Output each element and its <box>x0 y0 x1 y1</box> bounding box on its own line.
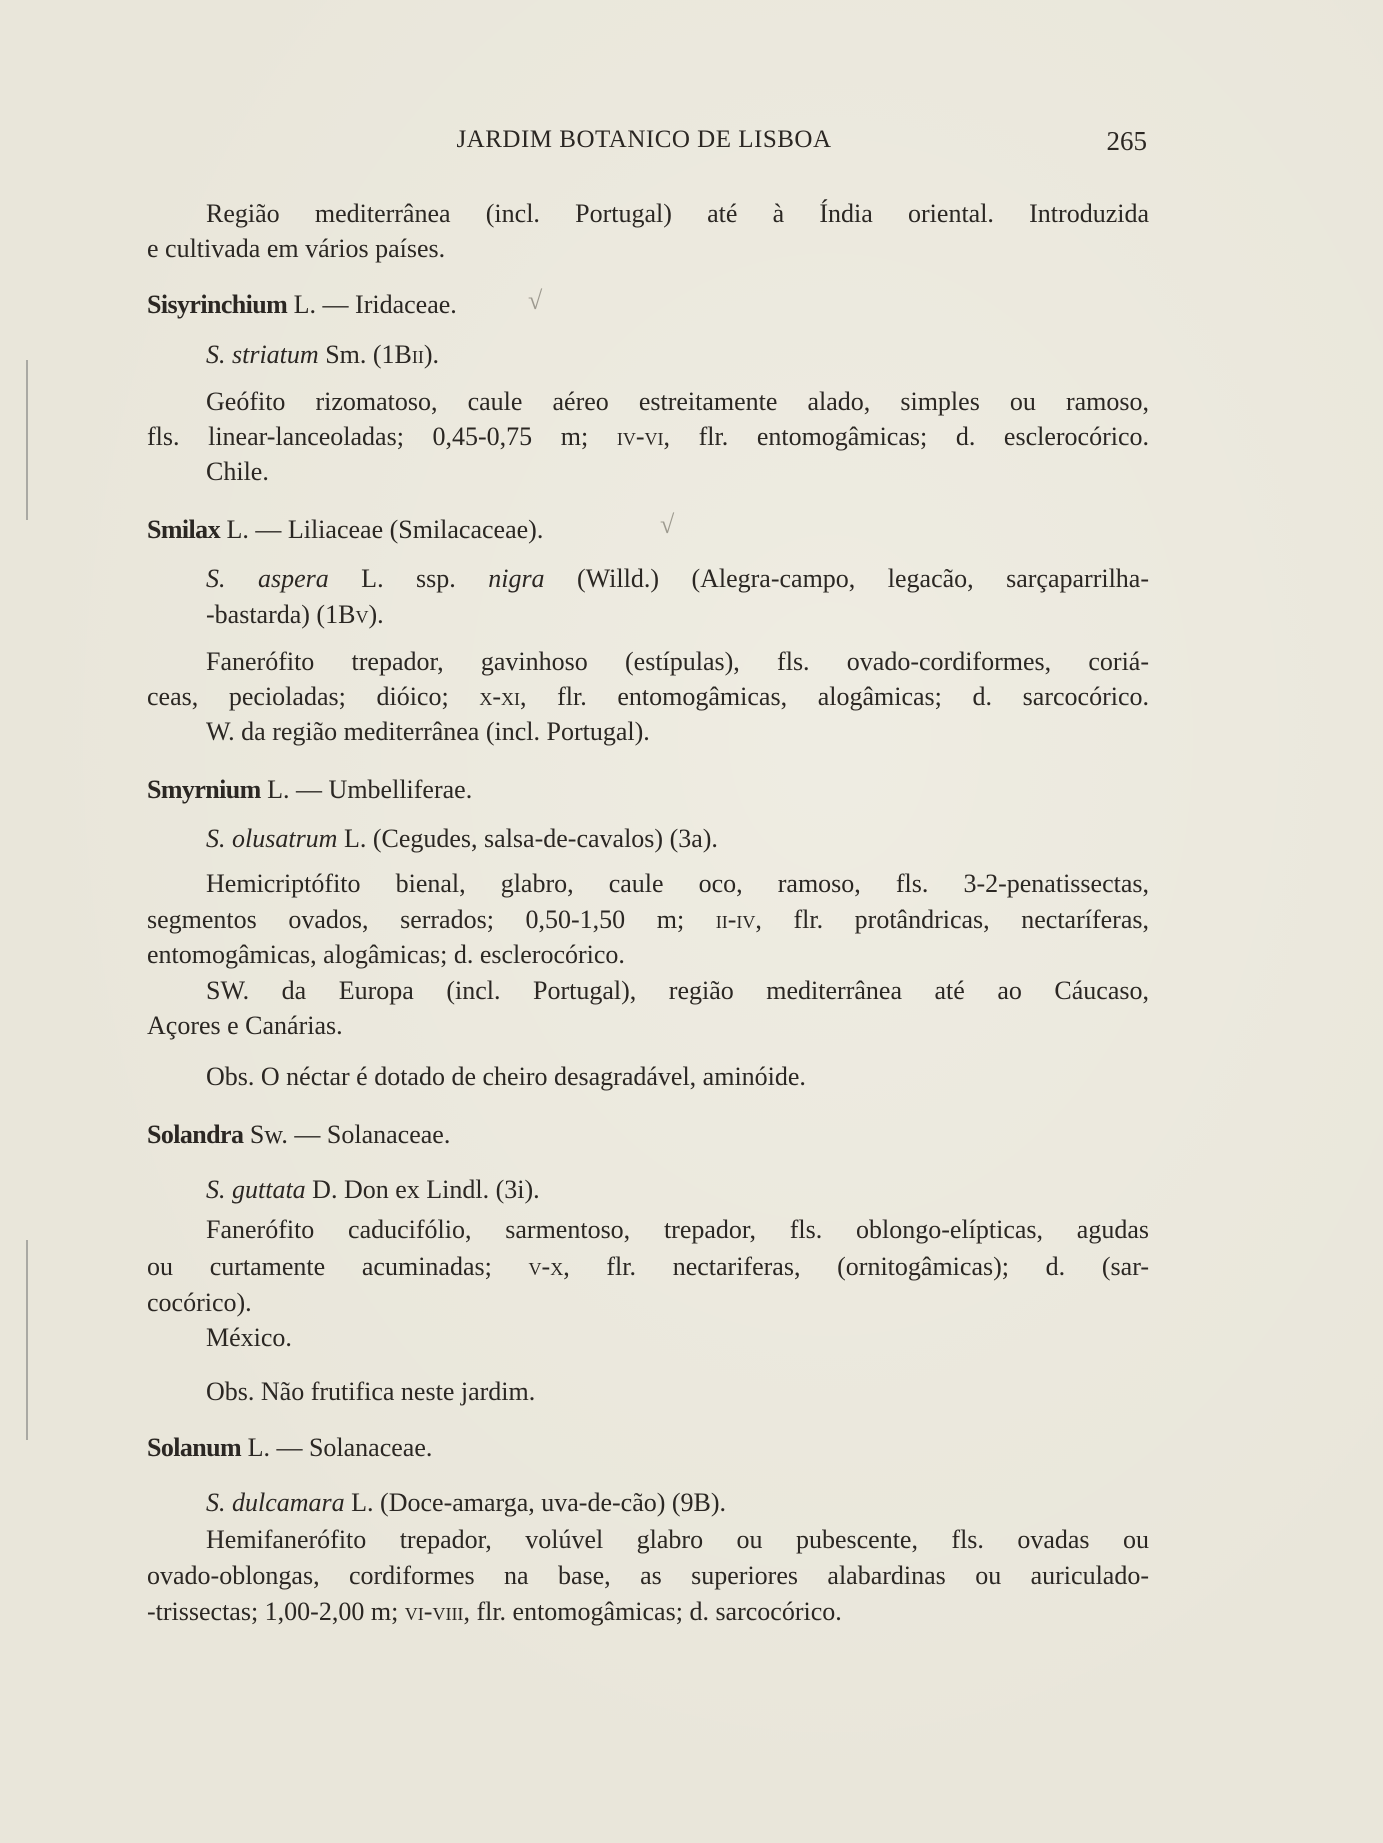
species-name: S. striatum <box>206 340 319 369</box>
species-name: S. dulcamara <box>206 1488 345 1517</box>
genus-heading: Smyrnium <box>147 775 261 804</box>
text-segment: , flr. nectariferas, (ornitogâmicas); d. (sar- <box>563 1252 1149 1281</box>
text-segment: ). <box>368 600 384 629</box>
margin-bracket-mark <box>26 360 28 520</box>
text-segment: Açores e Canárias. <box>147 1011 343 1040</box>
text-line <box>147 937 1149 973</box>
text-line <box>147 1008 1149 1044</box>
text-segment: L. (Doce-amarga, uva-de-cão) (9B). <box>344 1488 727 1517</box>
text-line <box>147 419 1149 455</box>
text-segment: L. — Iridaceae. <box>287 290 457 319</box>
text-line <box>147 196 1149 232</box>
text-line <box>147 679 1149 715</box>
flowering-months: ii <box>411 340 424 369</box>
text-segment: ovado-oblongas, cordiformes na base, as superiores alabardinas ou auriculado- <box>147 1561 1149 1590</box>
text-segment: Hemifanerófito trepador, volúvel glabro ou pubescente, fls. ovadas ou <box>206 1525 1149 1554</box>
text-line <box>147 1172 1149 1208</box>
text-line <box>147 1212 1149 1248</box>
text-line <box>147 1522 1149 1558</box>
text-line <box>147 1558 1149 1594</box>
text-line <box>147 287 1149 323</box>
text-segment: Obs. Não frutifica neste jardim. <box>206 1377 536 1406</box>
text-segment: ou curtamente acuminadas; <box>147 1252 529 1281</box>
text-segment: L. ssp. <box>328 564 489 593</box>
text-segment: Sw. — Solanaceae. <box>243 1120 451 1149</box>
text-segment: ). <box>423 340 440 369</box>
text-line <box>147 1320 1149 1356</box>
text-line <box>147 597 1149 633</box>
text-line <box>147 454 1149 490</box>
text-line <box>147 1374 1149 1410</box>
text-line <box>147 772 1149 808</box>
flowering-months: x-xi <box>479 682 520 711</box>
text-line <box>147 1430 1149 1466</box>
text-line <box>147 1594 1149 1630</box>
genus-heading: Solanum <box>147 1433 242 1462</box>
text-segment: , flr. entomogâmicas, alogâmicas; d. sarcocórico. <box>520 682 1149 711</box>
text-line <box>147 902 1149 938</box>
text-segment: , flr. protândricas, nectaríferas, <box>755 905 1149 934</box>
margin-bracket-mark <box>26 1240 28 1440</box>
text-line <box>147 1285 1149 1321</box>
genus-heading: Solandra <box>147 1120 244 1149</box>
text-segment: L. — Umbelliferae. <box>260 775 473 804</box>
text-line <box>147 1117 1149 1153</box>
text-segment: entomogâmicas, alogâmicas; d. esclerocórico. <box>147 940 625 969</box>
text-segment: , flr. entomogâmicas; d. esclerocórico. <box>663 422 1149 451</box>
text-segment: Fanerófito caducifólio, sarmentoso, trepador, fls. oblongo-elípticas, agudas <box>206 1215 1149 1244</box>
species-name: S. olusatrum <box>206 824 338 853</box>
text-line <box>147 644 1149 680</box>
pencil-check-mark-icon: √ <box>528 286 543 315</box>
text-line <box>147 973 1149 1009</box>
text-segment: México. <box>206 1323 292 1352</box>
text-segment: cocórico). <box>147 1288 252 1317</box>
text-segment: Sm. (1B <box>318 340 412 369</box>
text-line <box>147 231 1149 267</box>
text-segment: L. — Liliaceae (Smilacaceae). <box>219 515 544 544</box>
text-line <box>147 337 1149 373</box>
text-segment: D. Don ex Lindl. (3i). <box>305 1175 540 1204</box>
text-line <box>147 512 1149 548</box>
page-number: 265 <box>1106 126 1147 156</box>
text-segment: -bastarda) (1B <box>206 600 356 629</box>
text-segment: Chile. <box>206 457 269 486</box>
text-segment: Geófito rizomatoso, caule aéreo estreitamente alado, simples ou ramoso, <box>206 387 1149 416</box>
flowering-months: ii-iv <box>715 905 756 934</box>
pencil-check-mark-icon: √ <box>660 510 675 539</box>
genus-heading: Smilax <box>147 515 220 544</box>
species-name: S. guttata <box>206 1175 306 1204</box>
text-segment: , flr. entomogâmicas; d. sarcocórico. <box>463 1597 842 1626</box>
text-line <box>147 821 1149 857</box>
flowering-months: vi-viii <box>404 1597 464 1626</box>
text-segment: L. — Solanaceae. <box>241 1433 433 1462</box>
species-name: nigra <box>488 564 545 593</box>
text-line <box>147 384 1149 420</box>
text-line <box>147 1485 1149 1521</box>
flowering-months: iv-vi <box>616 422 664 451</box>
text-segment: Hemicriptófito bienal, glabro, caule oco, ramoso, fls. 3-2-penatissectas, <box>206 869 1149 898</box>
text-line <box>147 866 1149 902</box>
text-segment: segmentos ovados, serrados; 0,50-1,50 m; <box>147 905 716 934</box>
text-line <box>147 714 1149 750</box>
text-line <box>147 561 1149 597</box>
text-segment: L. (Cegudes, salsa-de-cavalos) (3a). <box>337 824 718 853</box>
text-line <box>147 1059 1149 1095</box>
text-line <box>147 1249 1149 1285</box>
flowering-months: v-x <box>528 1252 564 1281</box>
text-segment: -trissectas; 1,00-2,00 m; <box>147 1597 405 1626</box>
species-name: S. aspera <box>206 564 329 593</box>
running-title: JARDIM BOTANICO DE LISBOA <box>456 126 832 153</box>
text-segment: Região mediterrânea (incl. Portugal) até à Índia oriental. Introduzida <box>206 199 1149 228</box>
flowering-months: v <box>355 600 369 629</box>
text-segment: ceas, pecioladas; dióico; <box>147 682 480 711</box>
text-segment: (Willd.) (Alegra-campo, legacão, sarçaparrilha- <box>544 564 1149 593</box>
genus-heading: Sisyrinchium <box>147 290 288 319</box>
text-segment: Obs. O néctar é dotado de cheiro desagradável, aminóide. <box>206 1062 806 1091</box>
text-segment: fls. linear-lanceoladas; 0,45-0,75 m; <box>147 422 617 451</box>
text-segment: SW. da Europa (incl. Portugal), região mediterrânea até ao Cáucaso, <box>206 976 1149 1005</box>
text-segment: Fanerófito trepador, gavinhoso (estípulas), fls. ovado-cordiformes, coriá- <box>206 647 1149 676</box>
text-segment: W. da região mediterrânea (incl. Portugal). <box>206 717 650 746</box>
text-segment: e cultivada em vários países. <box>147 234 446 263</box>
